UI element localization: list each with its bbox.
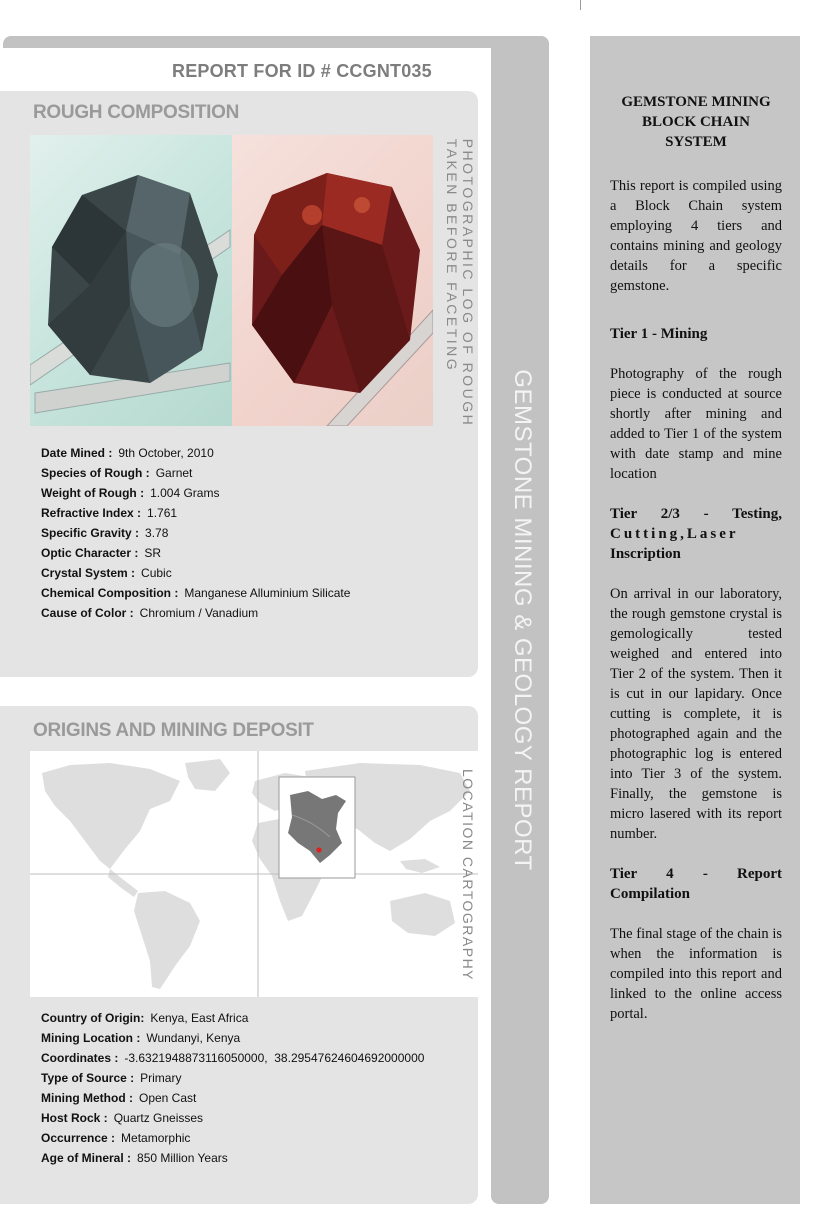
field-type-of-source: Type of Source : Primary <box>41 1071 182 1085</box>
sidebar-title: GEMSTONE MINING BLOCK CHAIN SYSTEM <box>621 94 771 150</box>
rough-composition-heading: ROUGH COMPOSITION <box>33 102 240 123</box>
tier23-heading-line1: Tier 2/3 - Testing, <box>610 506 782 522</box>
blockchain-sidebar <box>590 36 800 1204</box>
map-caption: LOCATION CARTOGRAPHY <box>460 768 476 982</box>
field-date-mined: Date Mined : 9th October, 2010 <box>41 446 214 460</box>
tier4-text: The final stage of the chain is when the information is compiled into this report and linked to the online access portal. <box>610 926 782 1022</box>
field-mining-method: Mining Method : Open Cast <box>41 1091 197 1105</box>
field-age-of-mineral: Age of Mineral : 850 Million Years <box>41 1151 228 1165</box>
field-species: Species of Rough : Garnet <box>41 466 193 480</box>
field-specific-gravity: Specific Gravity : 3.78 <box>41 526 169 540</box>
tier4-heading: Tier 4 - Report Compilation <box>610 866 782 902</box>
rough-photo-caption-line1: PHOTOGRAPHIC LOG OF ROUGH <box>460 138 476 428</box>
field-country-of-origin: Country of Origin: Kenya, East Africa <box>41 1011 249 1025</box>
rough-photo-incandescent <box>232 135 433 426</box>
rough-photo-caption <box>444 139 476 428</box>
field-crystal-system: Crystal System : Cubic <box>41 566 172 580</box>
top-tick-mark <box>580 0 581 10</box>
report-title: REPORT FOR ID # CCGNT035 <box>172 61 432 81</box>
sidebar-intro: This report is compiled using a Block Chain system employing 4 tiers and contains mining and geology details for a specific gemstone. <box>610 178 782 294</box>
vertical-banner-text: GEMSTONE MINING & GEOLOGY REPORT <box>509 369 536 871</box>
rough-photo-caption-line2: TAKEN BEFORE FACETING <box>444 138 460 373</box>
tier1-heading: Tier 1 - Mining <box>610 326 708 342</box>
rough-photo-log <box>30 135 433 426</box>
field-occurrence: Occurrence : Metamorphic <box>41 1131 191 1145</box>
field-chemical-composition: Chemical Composition : Manganese Alluminium Silicate <box>41 586 351 600</box>
tier23-heading-line2: Cutting,Laser <box>610 526 739 542</box>
world-map <box>30 751 478 997</box>
rough-photo-daylight <box>30 135 232 426</box>
field-host-rock: Host Rock : Quartz Gneisses <box>41 1111 204 1125</box>
tier23-heading-line3: Inscription <box>610 546 681 562</box>
tier23-text: On arrival in our laboratory, the rough gemstone crystal is gemologically tested weighed and entered into Tier 2 of the system. Then it is cut in our lapidary. Once cutting is complete, it is photographed again and the photographic log is entered into Tier 3 of the system. Finally, the gemstone is micro lasered with its report number. <box>610 586 782 842</box>
origins-heading: ORIGINS AND MINING DEPOSIT <box>33 720 314 741</box>
field-refractive-index: Refractive Index : 1.761 <box>41 506 178 520</box>
field-mining-location: Mining Location : Wundanyi, Kenya <box>41 1031 241 1045</box>
field-coordinates: Coordinates : -3.6321948873116050000, 38.29547624604692000000 <box>41 1051 425 1065</box>
field-weight: Weight of Rough : 1.004 Grams <box>41 486 220 500</box>
tier1-text: Photography of the rough piece is conducted at source shortly after mining and added to Tier 1 of the system with date stamp and mine location <box>610 366 782 482</box>
top-frame-bar <box>3 36 549 48</box>
field-cause-of-color: Cause of Color : Chromium / Vanadium <box>41 606 259 620</box>
field-optic-character: Optic Character : SR <box>41 546 162 560</box>
